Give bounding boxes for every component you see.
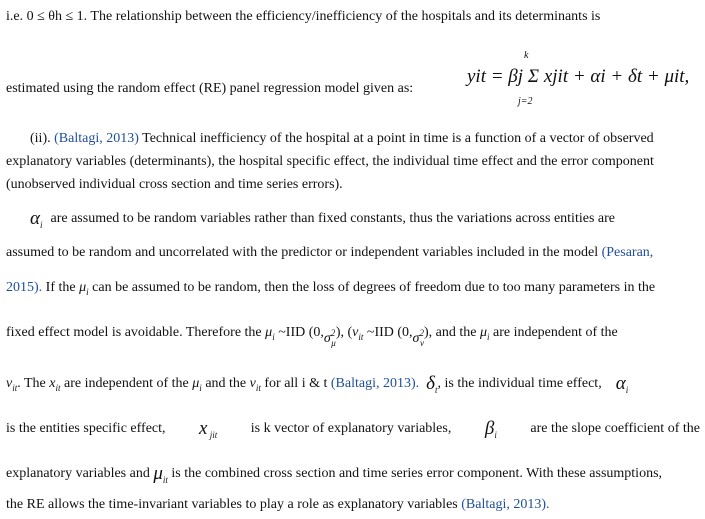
delta-symbol: $\delta_t$: [426, 373, 438, 395]
para1-line2: estimated using the random effect (RE) panel regression model given as:: [6, 81, 414, 96]
alpha-symbol: $\alpha_i$: [30, 208, 43, 230]
para1-line1: i.e. 0 ≤ θh ≤ 1. The relationship between the efficiency/inefficiency of the hospitals and its determinants is: [6, 9, 601, 24]
para2-line2: explanatory variables (determinants), the hospital specific effect, the individual time effect and the error component: [6, 154, 654, 169]
citation-link[interactable]: (Baltagi, 2013).: [461, 497, 550, 512]
mu-symbol: $\mu_i$: [79, 280, 89, 297]
citation-link[interactable]: 2015).: [6, 280, 43, 295]
para3-line8: the RE allows the time-invariant variables to play a role as explanatory variables (Baltagi, 2013).: [6, 497, 550, 512]
para3-line7: explanatory variables and $\mu_{it}$ is the combined cross section and time series error component. With these assumptions,: [6, 463, 663, 485]
para3-line6: is the entities specific effect, x $_{jit}$ is k vector of explanatory variables, $\beta_i$ are the slope coefficient of the: [6, 420, 700, 444]
para3-line3: 2015). If the $\mu_i$ can be assumed to be random, then the loss of degrees of freedom due to too many parameters in the: [6, 279, 700, 301]
para2-line3: (unobserved individual cross section and time series errors).: [6, 177, 343, 192]
para3-line2: assumed to be random and uncorrelated with the predictor or independent variables included in the model (Pesaran,: [6, 245, 654, 260]
sum-upper-limit: k: [524, 50, 529, 61]
para2-line1: (ii). (Baltagi, 2013) Technical inefficiency of the hospital at a point in time is a function of a vector of observed: [30, 131, 654, 146]
re-equation: [467, 50, 697, 112]
para3-line5: $v_{it}$ . The $x_{it}$ are independent of the $\mu_i$ and the $v_{it}$ for all i & t (Baltagi, 2013). $\delta_t$ , is the individual time effect, $\alpha_i$: [6, 375, 700, 399]
citation-link[interactable]: (Pesaran,: [601, 245, 654, 260]
citation-link[interactable]: (Baltagi, 2013): [54, 131, 139, 146]
equation-text: yit = βj Σ xjit + αi + δt + μit,: [467, 66, 690, 87]
sum-lower-limit: j=2: [518, 96, 533, 107]
beta-symbol: $\beta_i$: [484, 418, 497, 440]
para3-line1: $\alpha_i$ are assumed to be random variables rather than fixed constants, thus the variations across entities are: [30, 210, 700, 234]
citation-link[interactable]: (Baltagi, 2013).: [330, 376, 420, 391]
para3-line4: fixed effect model is avoidable. Therefore the $\mu_i$ ~IID (0, $\sigma^2_\mu$ ), ( $v_{it}$ ~IID (0, $\sigma^2_v$ ), and the $\mu_i$ are independent of the: [6, 325, 618, 348]
